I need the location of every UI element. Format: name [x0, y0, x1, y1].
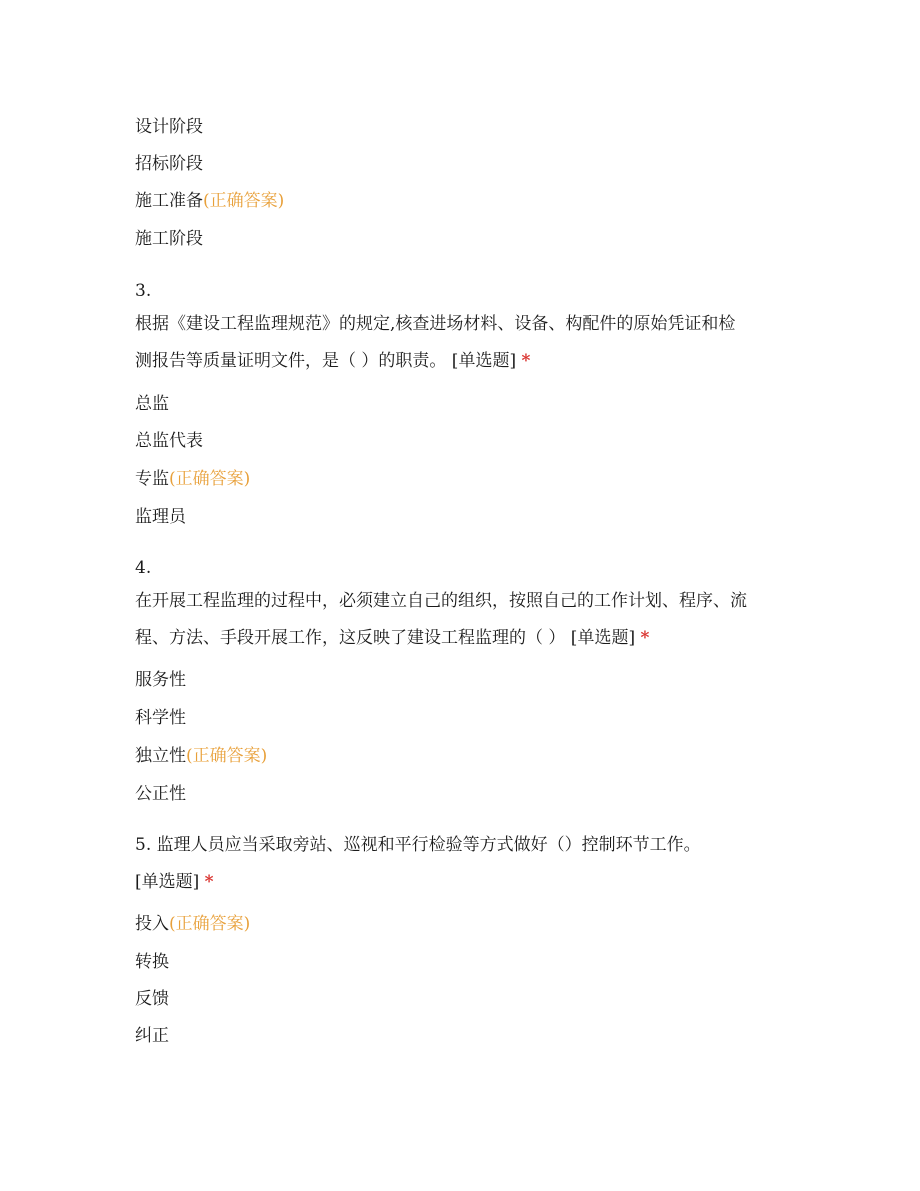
option-text: 投入: [135, 914, 169, 934]
q5-option-1: [135, 913, 250, 935]
q4-text-line-1: 在开展工程监理的过程中，必须建立自己的组织，按照自己的工作计划、程序、流: [135, 591, 747, 611]
q4-option-2: [135, 707, 186, 729]
q3-option-1: [135, 393, 169, 415]
option-text: 纠正: [135, 1026, 169, 1046]
option-text: 专监: [135, 469, 169, 489]
q4-number: 4.: [135, 558, 152, 578]
option-text: 施工准备: [135, 191, 203, 211]
option-text: 科学性: [135, 708, 186, 728]
option-text: 施工阶段: [135, 229, 203, 249]
option-text: 设计阶段: [135, 117, 203, 137]
q4-option-3: [135, 745, 267, 767]
q4-text-line-2: [135, 627, 649, 649]
q5-text-line-2: [135, 871, 214, 893]
question-text: 测报告等质量证明文件，是（ ）的职责。 [单选题]: [135, 351, 517, 371]
required-mark: *: [640, 628, 650, 648]
required-mark: *: [204, 872, 214, 892]
option-text: 监理员: [135, 507, 186, 527]
option-text: 转换: [135, 952, 169, 972]
q5-option-2: [135, 951, 169, 973]
option-text: 公正性: [135, 784, 186, 804]
q2-option-1: [135, 116, 203, 138]
option-text: 招标阶段: [135, 154, 203, 174]
correct-answer-mark: (正确答案): [169, 914, 251, 934]
q2-option-3: [135, 190, 284, 212]
required-mark: *: [521, 351, 531, 371]
correct-answer-mark: (正确答案): [203, 191, 285, 211]
q5-option-4: [135, 1025, 169, 1047]
q3-option-3: [135, 468, 250, 490]
option-text: 独立性: [135, 746, 186, 766]
option-text: 总监: [135, 394, 169, 414]
correct-answer-mark: (正确答案): [186, 746, 268, 766]
q2-option-4: [135, 228, 203, 250]
q4-option-1: [135, 669, 186, 691]
q3-text-line-2: [135, 350, 530, 372]
question-text: 程、方法、手段开展工作，这反映了建设工程监理的（ ） [单选题]: [135, 628, 636, 648]
correct-answer-mark: (正确答案): [169, 469, 251, 489]
q5-option-3: [135, 988, 169, 1010]
option-text: 反馈: [135, 989, 169, 1009]
option-text: 服务性: [135, 670, 186, 690]
option-text: 总监代表: [135, 431, 203, 451]
question-type: [单选题]: [135, 872, 200, 892]
q3-option-4: [135, 506, 186, 528]
q4-option-4: [135, 783, 186, 805]
q3-number: 3.: [135, 281, 152, 301]
q2-option-2: [135, 153, 203, 175]
q3-text-line-1: 根据《建设工程监理规范》的规定,核查进场材料、设备、构配件的原始凭证和检: [135, 314, 736, 334]
q3-option-2: [135, 430, 203, 452]
q5-text-line-1: 5. 监理人员应当采取旁站、巡视和平行检验等方式做好（）控制环节工作。: [135, 835, 701, 855]
